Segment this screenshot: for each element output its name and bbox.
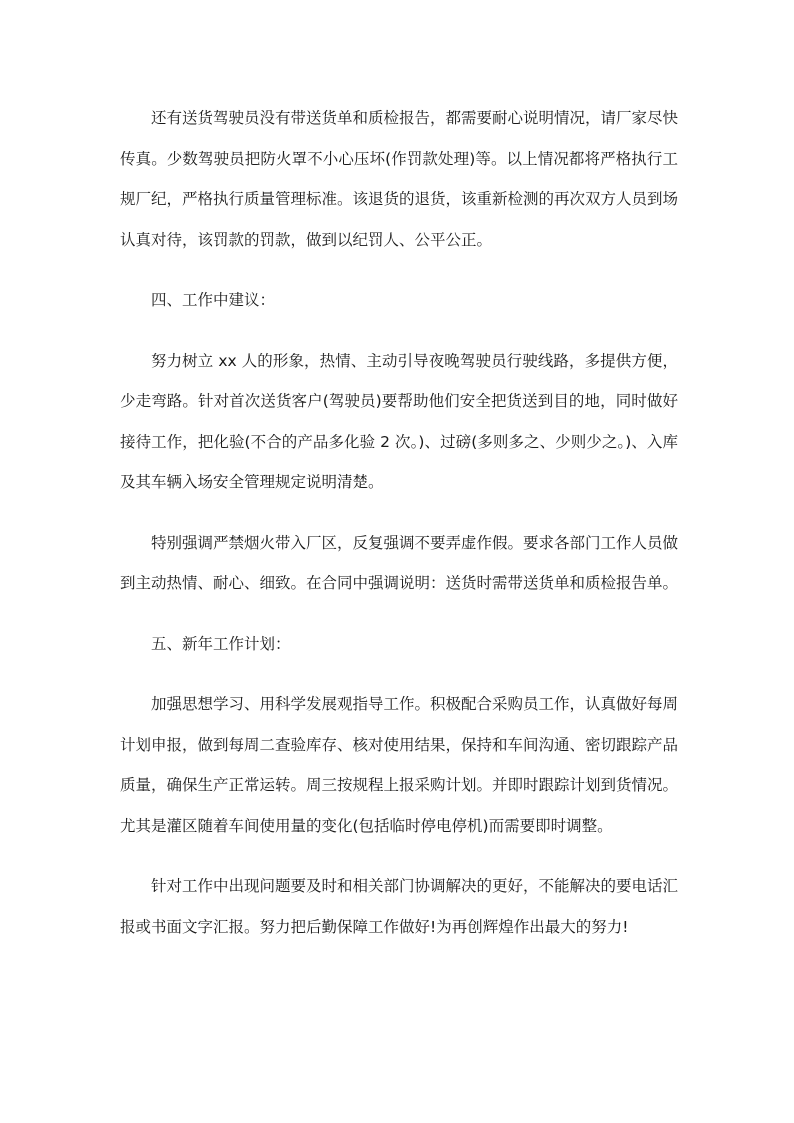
paragraph-safety-emphasis: 特别强调严禁烟火带入厂区，反复强调不要弄虚作假。要求各部门工作人员做到主动热情、耐心、细致。在合同中强调说明：送货时需带送货单和质检报告单。: [120, 533, 679, 592]
document-body: [120, 98, 678, 967]
paragraph-work-plan: 加强思想学习、用科学发展观指导工作。积极配合采购员工作，认真做好每周计划申报，做到每周二查验库存、核对使用结果，保持和车间沟通、密切跟踪产品质量，确保生产正常运转。周三按规程上报采购计划。并即时跟踪计划到货情况。尤其是灌区随着车间使用量的变化(包括临时停电停机)而需要即时调整。: [120, 695, 679, 835]
paragraph-delivery-issues: 还有送货驾驶员没有带送货单和质检报告，都需要耐心说明情况，请厂家尽快传真。少数驾驶员把防火罩不小心压坏(作罚款处理)等。以上情况都将严格执行工规厂纪，严格执行质量管理标准。该退货的退货，该重新检测的再次双方人员到场认真对待，该罚款的罚款，做到以纪罚人、公平公正。: [120, 109, 679, 249]
section-heading-suggestions: 四、工作中建议：: [151, 291, 276, 309]
section-heading-new-year-plan: 五、新年工作计划：: [151, 634, 291, 653]
paragraph-suggestions: 努力树立 xx 人的形象，热情、主动引导夜晚驾驶员行驶线路，多提供方便，少走弯路。针对首次送货客户(驾驶员)要帮助他们安全把货送到目的地，同时做好接待工作，把化验(不合的产品多化验 2 次。)、过磅(多则多之、少则少之。)、入库及其车辆入场安全管理规定说明清楚。: [120, 351, 678, 491]
paragraph-closing: 针对工作中出现问题要及时和相关部门协调解决的更好，不能解决的要电话汇报或书面文字汇报。努力把后勤保障工作做好!为再创辉煌作出最大的努力!: [120, 877, 679, 936]
